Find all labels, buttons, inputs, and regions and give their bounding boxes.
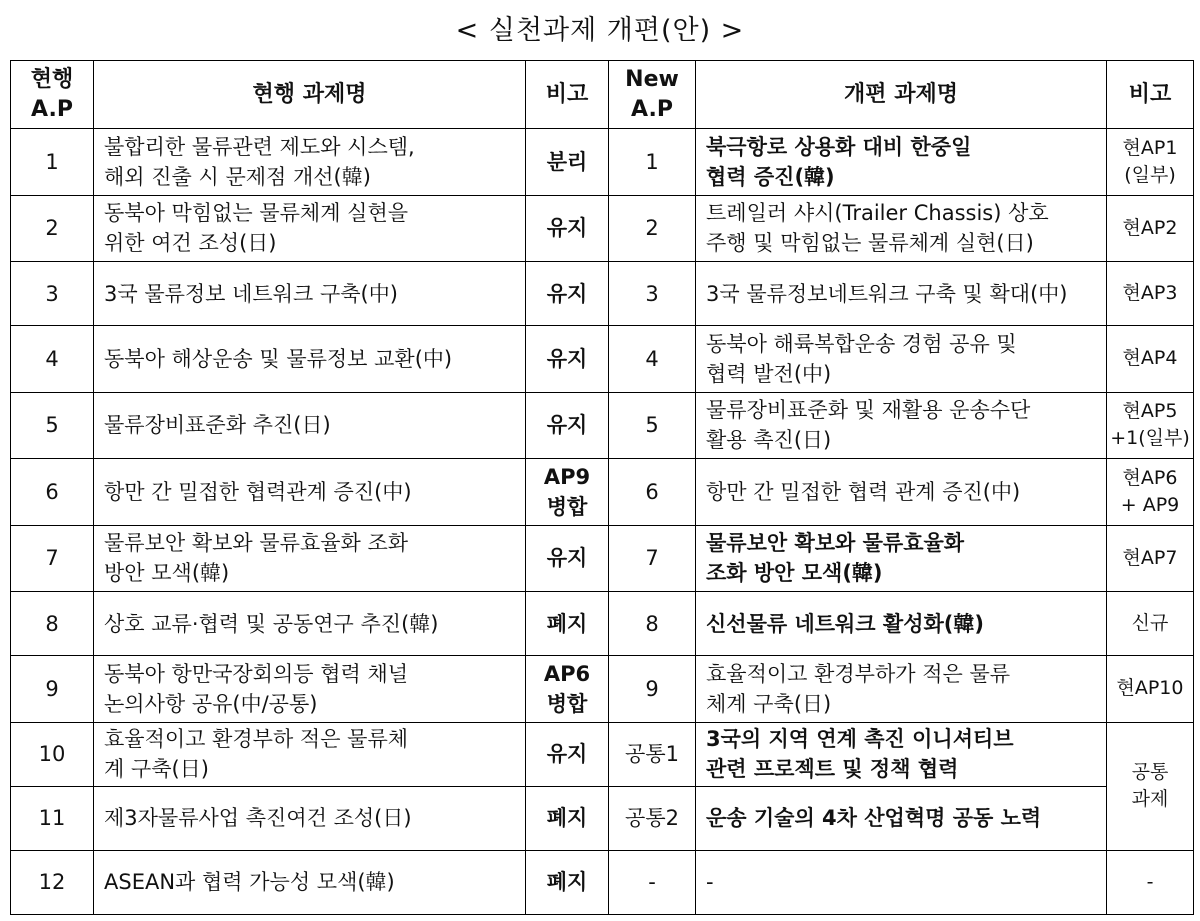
- current-task-name: 제3자물류사업 촉진여건 조성(日): [94, 786, 526, 850]
- header-new-name: 개편 과제명: [696, 61, 1107, 129]
- table-row: [11, 656, 1194, 723]
- table-row: [11, 459, 1194, 526]
- action-plan-table: [10, 60, 1194, 915]
- new-task-name: 3국의 지역 연계 촉진 이니셔티브 관련 프로젝트 및 정책 협력: [696, 722, 1107, 786]
- new-task-name: 항만 간 밀접한 협력 관계 증진(中): [696, 459, 1107, 526]
- current-task-name: 동북아 막힘없는 물류체계 실현을 위한 여건 조성(日): [94, 195, 526, 262]
- table-row: [11, 195, 1194, 262]
- table-row: [11, 129, 1194, 196]
- current-task-name: 물류보안 확보와 물류효율화 조화 방안 모색(韓): [94, 525, 526, 592]
- new-ap-number: 4: [609, 326, 696, 393]
- new-note-cell: 현AP5 +1(일부): [1107, 392, 1194, 459]
- new-ap-number: 6: [609, 459, 696, 526]
- current-ap-number: 7: [11, 525, 94, 592]
- current-task-name: 효율적이고 환경부하 적은 물류체 계 구축(日): [94, 722, 526, 786]
- status-cell: AP9 병합: [526, 459, 609, 526]
- current-task-name: 동북아 해상운송 및 물류정보 교환(中): [94, 326, 526, 393]
- new-note-cell-merged: 공통 과제: [1107, 722, 1194, 850]
- table-row: [11, 592, 1194, 656]
- new-task-name: 트레일러 샤시(Trailer Chassis) 상호 주행 및 막힘없는 물류체계 실현(日): [696, 195, 1107, 262]
- current-task-name: 3국 물류정보 네트워크 구축(中): [94, 262, 526, 326]
- new-note-cell: -: [1107, 850, 1194, 914]
- table-row: [11, 326, 1194, 393]
- header-current-name: 현행 과제명: [94, 61, 526, 129]
- current-ap-number: 11: [11, 786, 94, 850]
- new-ap-number: 5: [609, 392, 696, 459]
- new-note-cell: 현AP2: [1107, 195, 1194, 262]
- current-task-name: 동북아 항만국장회의등 협력 채널 논의사항 공유(中/공통): [94, 656, 526, 723]
- current-ap-number: 2: [11, 195, 94, 262]
- status-cell: 유지: [526, 195, 609, 262]
- status-cell: AP6 병합: [526, 656, 609, 723]
- current-ap-number: 6: [11, 459, 94, 526]
- new-note-cell: 현AP1 (일부): [1107, 129, 1194, 196]
- new-note-cell: 현AP6 + AP9: [1107, 459, 1194, 526]
- new-task-name: 3국 물류정보네트워크 구축 및 확대(中): [696, 262, 1107, 326]
- new-task-name: -: [696, 850, 1107, 914]
- new-task-name: 북극항로 상용화 대비 한중일 협력 증진(韓): [696, 129, 1107, 196]
- status-cell: 유지: [526, 392, 609, 459]
- status-cell: 유지: [526, 326, 609, 393]
- current-ap-number: 4: [11, 326, 94, 393]
- new-note-cell: 현AP7: [1107, 525, 1194, 592]
- new-task-name: 물류보안 확보와 물류효율화 조화 방안 모색(韓): [696, 525, 1107, 592]
- header-note-new: 비고: [1107, 61, 1194, 129]
- current-ap-number: 3: [11, 262, 94, 326]
- status-cell: 유지: [526, 262, 609, 326]
- new-note-cell: 신규: [1107, 592, 1194, 656]
- new-task-name: 동북아 해륙복합운송 경험 공유 및 협력 발전(中): [696, 326, 1107, 393]
- new-ap-number: 7: [609, 525, 696, 592]
- new-task-name: 운송 기술의 4차 산업혁명 공동 노력: [696, 786, 1107, 850]
- header-new-ap: New A.P: [609, 61, 696, 129]
- new-task-name: 물류장비표준화 및 재활용 운송수단 활용 촉진(日): [696, 392, 1107, 459]
- new-ap-number: 2: [609, 195, 696, 262]
- document-title: < 실천과제 개편(안) >: [455, 15, 745, 46]
- current-task-name: 항만 간 밀접한 협력관계 증진(中): [94, 459, 526, 526]
- new-note-cell: 현AP3: [1107, 262, 1194, 326]
- table-row: [11, 392, 1194, 459]
- new-task-name: 신선물류 네트워크 활성화(韓): [696, 592, 1107, 656]
- header-note-current: 비고: [526, 61, 609, 129]
- new-ap-number: 9: [609, 656, 696, 723]
- new-note-cell: 현AP4: [1107, 326, 1194, 393]
- new-ap-number: 3: [609, 262, 696, 326]
- status-cell: 폐지: [526, 592, 609, 656]
- current-task-name: 불합리한 물류관련 제도와 시스템, 해외 진출 시 문제점 개선(韓): [94, 129, 526, 196]
- current-ap-number: 5: [11, 392, 94, 459]
- status-cell: 분리: [526, 129, 609, 196]
- current-ap-number: 1: [11, 129, 94, 196]
- status-cell: 폐지: [526, 850, 609, 914]
- current-ap-number: 10: [11, 722, 94, 786]
- new-ap-number: 공통1: [609, 722, 696, 786]
- table-row: [11, 850, 1194, 914]
- new-ap-number: -: [609, 850, 696, 914]
- new-ap-number: 1: [609, 129, 696, 196]
- current-ap-number: 8: [11, 592, 94, 656]
- table-row: [11, 722, 1194, 786]
- current-ap-number: 9: [11, 656, 94, 723]
- table-header-row: [11, 61, 1194, 129]
- current-task-name: ASEAN과 협력 가능성 모색(韓): [94, 850, 526, 914]
- current-task-name: 물류장비표준화 추진(日): [94, 392, 526, 459]
- status-cell: 폐지: [526, 786, 609, 850]
- status-cell: 유지: [526, 722, 609, 786]
- new-task-name: 효율적이고 환경부하가 적은 물류 체계 구축(日): [696, 656, 1107, 723]
- table-row: [11, 525, 1194, 592]
- table-row: [11, 262, 1194, 326]
- new-ap-number: 8: [609, 592, 696, 656]
- new-note-cell: 현AP10: [1107, 656, 1194, 723]
- new-ap-number: 공통2: [609, 786, 696, 850]
- header-current-ap: 현행 A.P: [11, 61, 94, 129]
- current-task-name: 상호 교류·협력 및 공동연구 추진(韓): [94, 592, 526, 656]
- current-ap-number: 12: [11, 850, 94, 914]
- status-cell: 유지: [526, 525, 609, 592]
- table-row: [11, 786, 1194, 850]
